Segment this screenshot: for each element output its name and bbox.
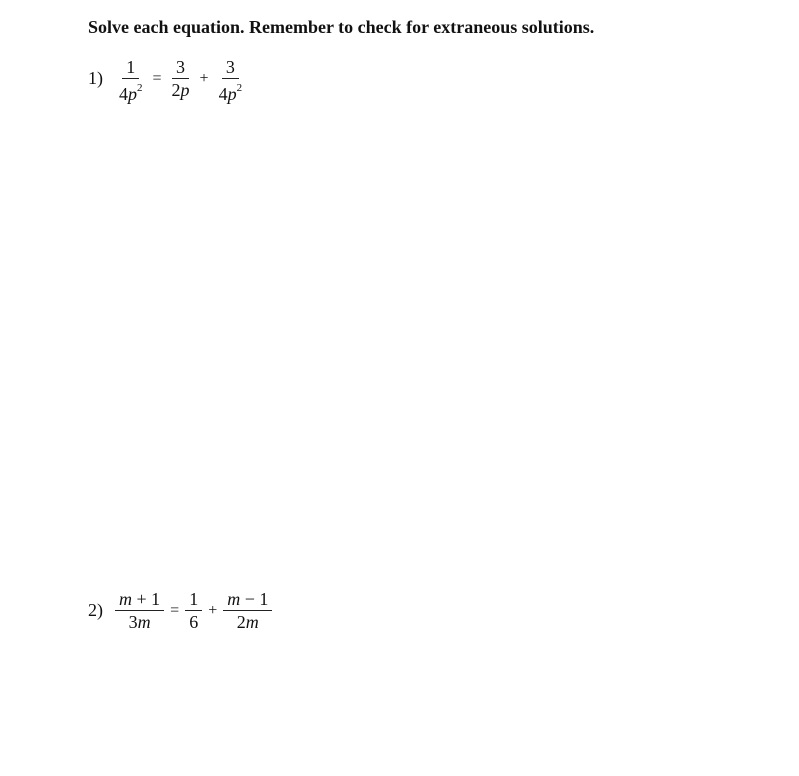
numerator-text: 3 xyxy=(176,57,186,77)
numerator-text: 1 xyxy=(126,57,136,77)
numerator-constant: − 1 xyxy=(240,589,269,609)
equals-sign: = xyxy=(152,69,162,87)
numerator xyxy=(122,56,139,79)
instructions-heading: Solve each equation. Remember to check for extraneous solutions. xyxy=(88,17,595,37)
numerator xyxy=(223,588,272,611)
variable: m xyxy=(137,612,151,632)
coefficient: 3 xyxy=(128,612,138,632)
variable: p xyxy=(128,84,137,104)
fraction-rhs-2 xyxy=(223,588,272,633)
fraction-lhs xyxy=(115,56,147,104)
numerator xyxy=(185,588,202,611)
denominator xyxy=(215,79,247,104)
numerator-text: 3 xyxy=(225,57,235,77)
variable: m xyxy=(227,589,241,609)
exponent: 2 xyxy=(236,82,243,94)
problem-2 xyxy=(88,588,274,633)
denominator xyxy=(185,611,202,633)
problem-number: 2) xyxy=(88,600,103,620)
variable: p xyxy=(227,84,237,104)
fraction-lhs xyxy=(115,588,164,633)
plus-sign: + xyxy=(199,69,209,87)
fraction-rhs-1 xyxy=(185,588,202,633)
coefficient: 2 xyxy=(171,80,181,100)
fraction-rhs-1 xyxy=(168,56,194,101)
exponent: 2 xyxy=(137,82,143,94)
coefficient: 4 xyxy=(119,84,128,104)
fraction-rhs-2 xyxy=(215,56,247,104)
variable: m xyxy=(245,612,259,632)
denominator-text: 6 xyxy=(189,612,199,632)
numerator-constant: + 1 xyxy=(132,589,161,609)
equals-sign: = xyxy=(170,601,180,619)
numerator xyxy=(222,56,239,79)
numerator xyxy=(115,588,164,611)
numerator-text: 1 xyxy=(189,589,199,609)
coefficient: 4 xyxy=(218,84,228,104)
problem-number: 1) xyxy=(88,68,103,88)
variable: m xyxy=(119,589,132,609)
plus-sign: + xyxy=(208,601,218,619)
coefficient: 2 xyxy=(236,612,246,632)
denominator xyxy=(233,611,263,633)
denominator xyxy=(115,79,147,104)
denominator xyxy=(125,611,155,633)
numerator xyxy=(172,56,189,79)
denominator xyxy=(168,79,194,101)
variable: p xyxy=(180,80,190,100)
problem-1 xyxy=(88,56,248,104)
